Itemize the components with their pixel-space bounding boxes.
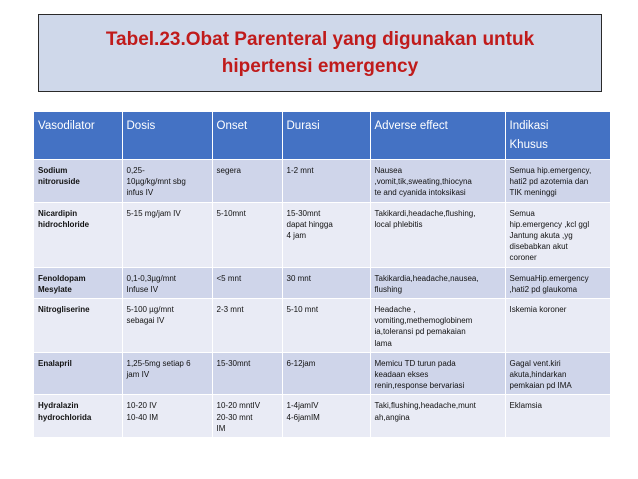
table-row (34, 395, 610, 437)
cell-onset: 2-3 mnt (212, 299, 282, 353)
cell-dosis: 5-15 mg/jam IV (122, 202, 212, 267)
cell-onset: 5-10mnt (212, 202, 282, 267)
header-vasodilator: Vasodilator (34, 112, 122, 160)
cell-indikasi: SemuaHip.emergency ,hati2 pd glaukoma (505, 267, 610, 298)
drug-table (34, 112, 610, 437)
cell-vasodilator: Hydralazin hydrochlorida (34, 395, 122, 437)
header-onset: Onset (212, 112, 282, 160)
cell-onset: 15-30mnt (212, 352, 282, 395)
cell-onset: 10-20 mntIV 20-30 mnt IM (212, 395, 282, 437)
cell-durasi: 15-30mnt dapat hingga 4 jam (282, 202, 370, 267)
cell-onset: <5 mnt (212, 267, 282, 298)
cell-adverse-effect: Nausea ,vomit,tik,sweating,thiocyna te and cyanida intoksikasi (370, 160, 505, 203)
header-adverse-effect: Adverse effect (370, 112, 505, 160)
table-row (34, 160, 610, 203)
cell-adverse-effect: Takikardia,headache,nausea, flushing (370, 267, 505, 298)
cell-indikasi: Gagal vent.kiri akuta,hindarkan pemkaian pd IMA (505, 352, 610, 395)
cell-indikasi: Eklamsia (505, 395, 610, 437)
cell-vasodilator: Fenoldopam Mesylate (34, 267, 122, 298)
table-header-row (34, 112, 610, 160)
cell-indikasi: Semua hip.emergency, hati2 pd azotemia dan TIK meninggi (505, 160, 610, 203)
page-title-line-1: Tabel.23.Obat Parenteral yang digunakan untuk (105, 29, 535, 50)
table-row (34, 267, 610, 298)
cell-adverse-effect: Memicu TD turun pada keadaan ekses renin,response bervariasi (370, 352, 505, 395)
header-dosis: Dosis (122, 112, 212, 160)
table-row (34, 202, 610, 267)
cell-indikasi: Iskemia koroner (505, 299, 610, 353)
cell-dosis: 5-100 µg/mnt sebagai IV (122, 299, 212, 353)
cell-adverse-effect: Headache , vomiting,methemoglobinem ia,toleransi pd pemakaian lama (370, 299, 505, 353)
cell-vasodilator: Nicardipin hidrochloride (34, 202, 122, 267)
cell-vasodilator: Enalapril (34, 352, 122, 395)
cell-adverse-effect: Taki,flushing,headache,munt ah,angina (370, 395, 505, 437)
cell-indikasi: Semua hip.emergency ,kcl ggl Jantung akuta ,yg disebabkan akut coroner (505, 202, 610, 267)
cell-durasi: 1-2 mnt (282, 160, 370, 203)
cell-adverse-effect: Takikardi,headache,flushing, local phlebitis (370, 202, 505, 267)
cell-durasi: 30 mnt (282, 267, 370, 298)
table-row (34, 299, 610, 353)
cell-durasi: 6-12jam (282, 352, 370, 395)
title-box (38, 14, 602, 92)
cell-durasi: 5-10 mnt (282, 299, 370, 353)
header-indikasi-khusus: Indikasi Khusus (505, 112, 610, 160)
cell-dosis: 0,25- 10µg/kg/mnt sbg infus IV (122, 160, 212, 203)
cell-dosis: 1,25-5mg setiap 6 jam IV (122, 352, 212, 395)
header-durasi: Durasi (282, 112, 370, 160)
cell-vasodilator: Sodium nitroruside (34, 160, 122, 203)
cell-durasi: 1-4jamIV 4-6jamIM (282, 395, 370, 437)
page-title-line-2: hipertensi emergency (221, 56, 419, 77)
cell-onset: segera (212, 160, 282, 203)
cell-dosis: 10-20 IV 10-40 IM (122, 395, 212, 437)
cell-dosis: 0,1-0,3µg/mnt Infuse IV (122, 267, 212, 298)
cell-vasodilator: Nitrogliserine (34, 299, 122, 353)
table-row (34, 352, 610, 395)
